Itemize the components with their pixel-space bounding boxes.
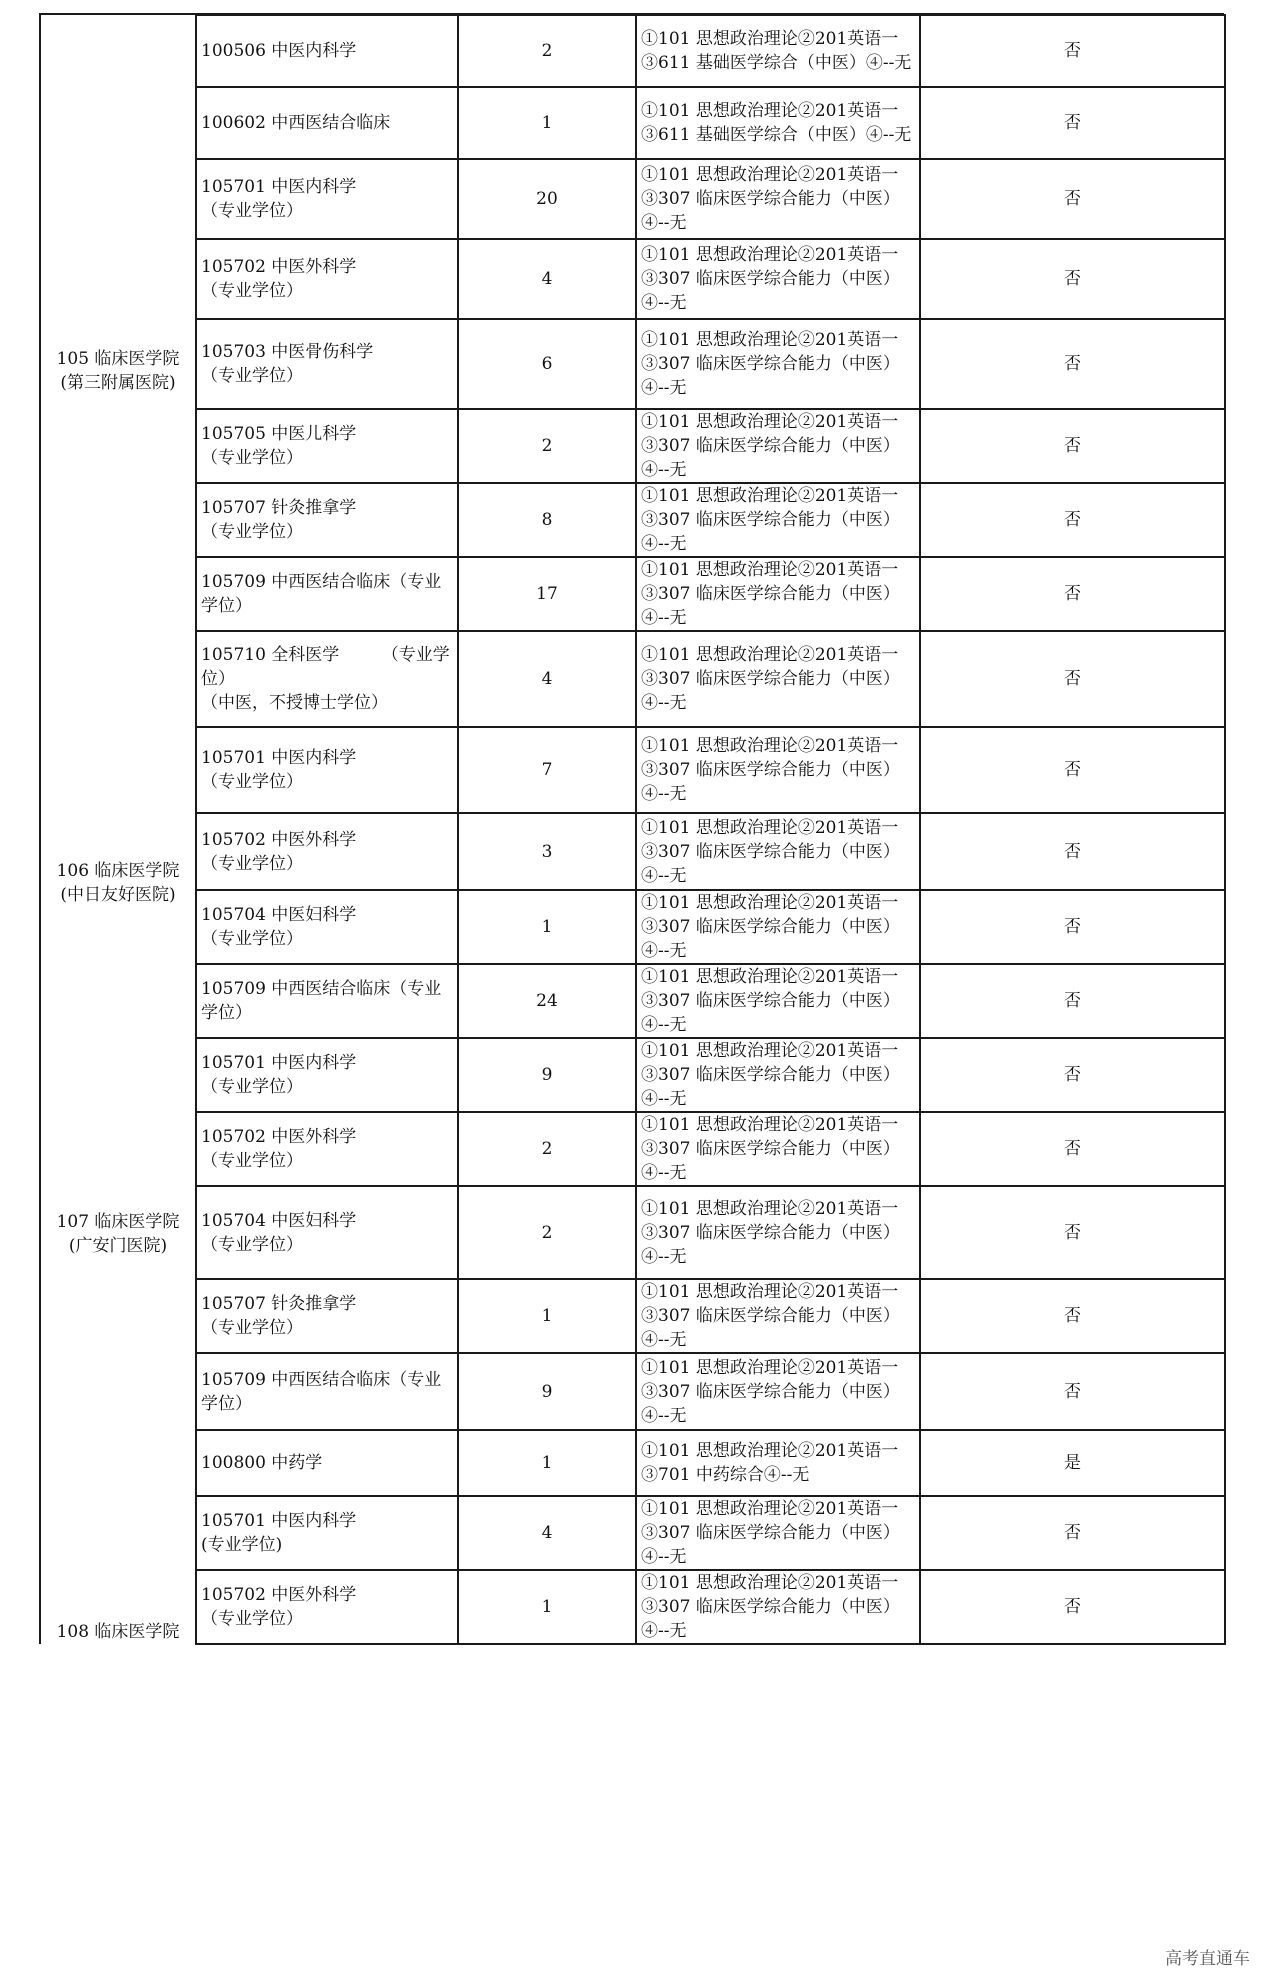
college-cell xyxy=(40,1430,196,1644)
exam-subjects-cell: ①101 思想政治理论②201英语一③307 临床医学综合能力（中医）④--无 xyxy=(636,1279,920,1353)
exam-subjects-cell: ①101 思想政治理论②201英语一③307 临床医学综合能力（中医）④--无 xyxy=(636,239,920,319)
exam-subjects-cell: ①101 思想政治理论②201英语一③307 临床医学综合能力（中医）④--无 xyxy=(636,1353,920,1430)
quota-cell: 4 xyxy=(458,631,636,727)
flag-cell: 否 xyxy=(920,1038,1225,1112)
quota-cell: 20 xyxy=(458,159,636,239)
table-row xyxy=(40,1186,1225,1279)
exam-subjects-cell: ①101 思想政治理论②201英语一③307 临床医学综合能力（中医）④--无 xyxy=(636,159,920,239)
major-cell: 105707 针灸推拿学 （专业学位） xyxy=(196,483,458,557)
table-row xyxy=(40,1496,1225,1570)
quota-cell: 9 xyxy=(458,1038,636,1112)
table-row xyxy=(40,159,1225,239)
major-cell: 105704 中医妇科学 （专业学位） xyxy=(196,1186,458,1279)
table-row xyxy=(40,890,1225,964)
table-row xyxy=(40,1430,1225,1496)
major-cell: 105703 中医骨伤科学 （专业学位） xyxy=(196,319,458,409)
exam-subjects-cell: ①101 思想政治理论②201英语一③307 临床医学综合能力（中医）④--无 xyxy=(636,964,920,1038)
college-cell xyxy=(40,1038,196,1430)
major-cell: 105702 中医外科学 （专业学位） xyxy=(196,1112,458,1186)
major-cell: 105709 中西医结合临床（专业学位） xyxy=(196,1353,458,1430)
major-cell: 105701 中医内科学 （专业学位） xyxy=(196,159,458,239)
major-cell: 105709 中西医结合临床（专业学位） xyxy=(196,557,458,631)
flag-cell: 否 xyxy=(920,409,1225,483)
exam-subjects-cell: ①101 思想政治理论②201英语一③307 临床医学综合能力（中医）④--无 xyxy=(636,631,920,727)
table-row xyxy=(40,1279,1225,1353)
major-cell: 100800 中药学 xyxy=(196,1430,458,1496)
flag-cell: 否 xyxy=(920,1353,1225,1430)
flag-cell: 否 xyxy=(920,1496,1225,1570)
quota-cell: 24 xyxy=(458,964,636,1038)
flag-cell: 否 xyxy=(920,15,1225,87)
flag-cell: 否 xyxy=(920,557,1225,631)
quota-cell: 1 xyxy=(458,87,636,159)
exam-subjects-cell: ①101 思想政治理论②201英语一③701 中药综合④--无 xyxy=(636,1430,920,1496)
quota-cell: 2 xyxy=(458,1186,636,1279)
college-cell xyxy=(40,15,196,727)
exam-subjects-cell: ①101 思想政治理论②201英语一③307 临床医学综合能力（中医）④--无 xyxy=(636,483,920,557)
flag-cell: 是 xyxy=(920,1430,1225,1496)
quota-cell: 17 xyxy=(458,557,636,631)
quota-cell: 1 xyxy=(458,1430,636,1496)
exam-subjects-cell: ①101 思想政治理论②201英语一③307 临床医学综合能力（中医）④--无 xyxy=(636,319,920,409)
table-row xyxy=(40,1570,1225,1644)
college-name: 105 临床医学院 (第三附属医院) xyxy=(56,349,180,393)
quota-cell: 4 xyxy=(458,1496,636,1570)
table-row xyxy=(40,813,1225,890)
quota-cell: 8 xyxy=(458,483,636,557)
flag-cell: 否 xyxy=(920,813,1225,890)
exam-subjects-cell: ①101 思想政治理论②201英语一③307 临床医学综合能力（中医）④--无 xyxy=(636,557,920,631)
table-row xyxy=(40,631,1225,727)
major-cell: 105702 中医外科学 （专业学位） xyxy=(196,239,458,319)
table-row xyxy=(40,1353,1225,1430)
table-row xyxy=(40,319,1225,409)
table-row xyxy=(40,1112,1225,1186)
exam-subjects-cell: ①101 思想政治理论②201英语一③307 临床医学综合能力（中医）④--无 xyxy=(636,1186,920,1279)
exam-subjects-cell: ①101 思想政治理论②201英语一③307 临床医学综合能力（中医）④--无 xyxy=(636,1112,920,1186)
quota-cell: 2 xyxy=(458,1112,636,1186)
major-cell: 105707 针灸推拿学 （专业学位） xyxy=(196,1279,458,1353)
exam-subjects-cell: ①101 思想政治理论②201英语一③611 基础医学综合（中医）④--无 xyxy=(636,87,920,159)
admissions-table xyxy=(39,14,1226,1645)
major-cell: 105705 中医儿科学 （专业学位） xyxy=(196,409,458,483)
quota-cell: 7 xyxy=(458,727,636,813)
table-row xyxy=(40,1038,1225,1112)
watermark: 高考直通车 xyxy=(1165,1949,1250,1969)
major-cell: 105701 中医内科学 （专业学位） xyxy=(196,1038,458,1112)
quota-cell: 2 xyxy=(458,15,636,87)
flag-cell: 否 xyxy=(920,1279,1225,1353)
major-cell: 100602 中西医结合临床 xyxy=(196,87,458,159)
table-row xyxy=(40,409,1225,483)
table-row xyxy=(40,15,1225,87)
flag-cell: 否 xyxy=(920,890,1225,964)
table-row xyxy=(40,557,1225,631)
major-cell: 105702 中医外科学 （专业学位） xyxy=(196,1570,458,1644)
major-cell: 105701 中医内科学 （专业学位） xyxy=(196,727,458,813)
table-row xyxy=(40,239,1225,319)
table-row xyxy=(40,964,1225,1038)
flag-cell: 否 xyxy=(920,1112,1225,1186)
quota-cell: 9 xyxy=(458,1353,636,1430)
quota-cell: 2 xyxy=(458,409,636,483)
major-cell: 105710 全科医学 （专业学位） （中医，不授博士学位） xyxy=(196,631,458,727)
major-cell: 100506 中医内科学 xyxy=(196,15,458,87)
quota-cell: 1 xyxy=(458,1279,636,1353)
flag-cell: 否 xyxy=(920,727,1225,813)
table-row xyxy=(40,483,1225,557)
quota-cell: 1 xyxy=(458,1570,636,1644)
table-row xyxy=(40,727,1225,813)
exam-subjects-cell: ①101 思想政治理论②201英语一③307 临床医学综合能力（中医）④--无 xyxy=(636,890,920,964)
flag-cell: 否 xyxy=(920,964,1225,1038)
flag-cell: 否 xyxy=(920,1186,1225,1279)
college-name: 106 临床医学院 (中日友好医院) xyxy=(56,860,180,905)
exam-subjects-cell: ①101 思想政治理论②201英语一③307 临床医学综合能力（中医）④--无 xyxy=(636,1570,920,1644)
exam-subjects-cell: ①101 思想政治理论②201英语一③307 临床医学综合能力（中医）④--无 xyxy=(636,813,920,890)
flag-cell: 否 xyxy=(920,87,1225,159)
major-cell: 105702 中医外科学 （专业学位） xyxy=(196,813,458,890)
quota-cell: 6 xyxy=(458,319,636,409)
major-cell: 105704 中医妇科学 （专业学位） xyxy=(196,890,458,964)
college-name: 108 临床医学院 xyxy=(56,1622,180,1642)
college-name: 107 临床医学院 (广安门医院) xyxy=(56,1212,180,1256)
flag-cell: 否 xyxy=(920,319,1225,409)
major-cell: 105709 中西医结合临床（专业学位） xyxy=(196,964,458,1038)
college-cell xyxy=(40,727,196,1038)
quota-cell: 4 xyxy=(458,239,636,319)
flag-cell: 否 xyxy=(920,1570,1225,1644)
exam-subjects-cell: ①101 思想政治理论②201英语一③307 临床医学综合能力（中医）④--无 xyxy=(636,727,920,813)
table-row xyxy=(40,87,1225,159)
exam-subjects-cell: ①101 思想政治理论②201英语一③307 临床医学综合能力（中医）④--无 xyxy=(636,1038,920,1112)
flag-cell: 否 xyxy=(920,631,1225,727)
quota-cell: 3 xyxy=(458,813,636,890)
quota-cell: 1 xyxy=(458,890,636,964)
exam-subjects-cell: ①101 思想政治理论②201英语一③307 临床医学综合能力（中医）④--无 xyxy=(636,1496,920,1570)
flag-cell: 否 xyxy=(920,239,1225,319)
exam-subjects-cell: ①101 思想政治理论②201英语一③611 基础医学综合（中医）④--无 xyxy=(636,15,920,87)
major-cell: 105701 中医内科学 (专业学位) xyxy=(196,1496,458,1570)
exam-subjects-cell: ①101 思想政治理论②201英语一③307 临床医学综合能力（中医）④--无 xyxy=(636,409,920,483)
flag-cell: 否 xyxy=(920,159,1225,239)
flag-cell: 否 xyxy=(920,483,1225,557)
